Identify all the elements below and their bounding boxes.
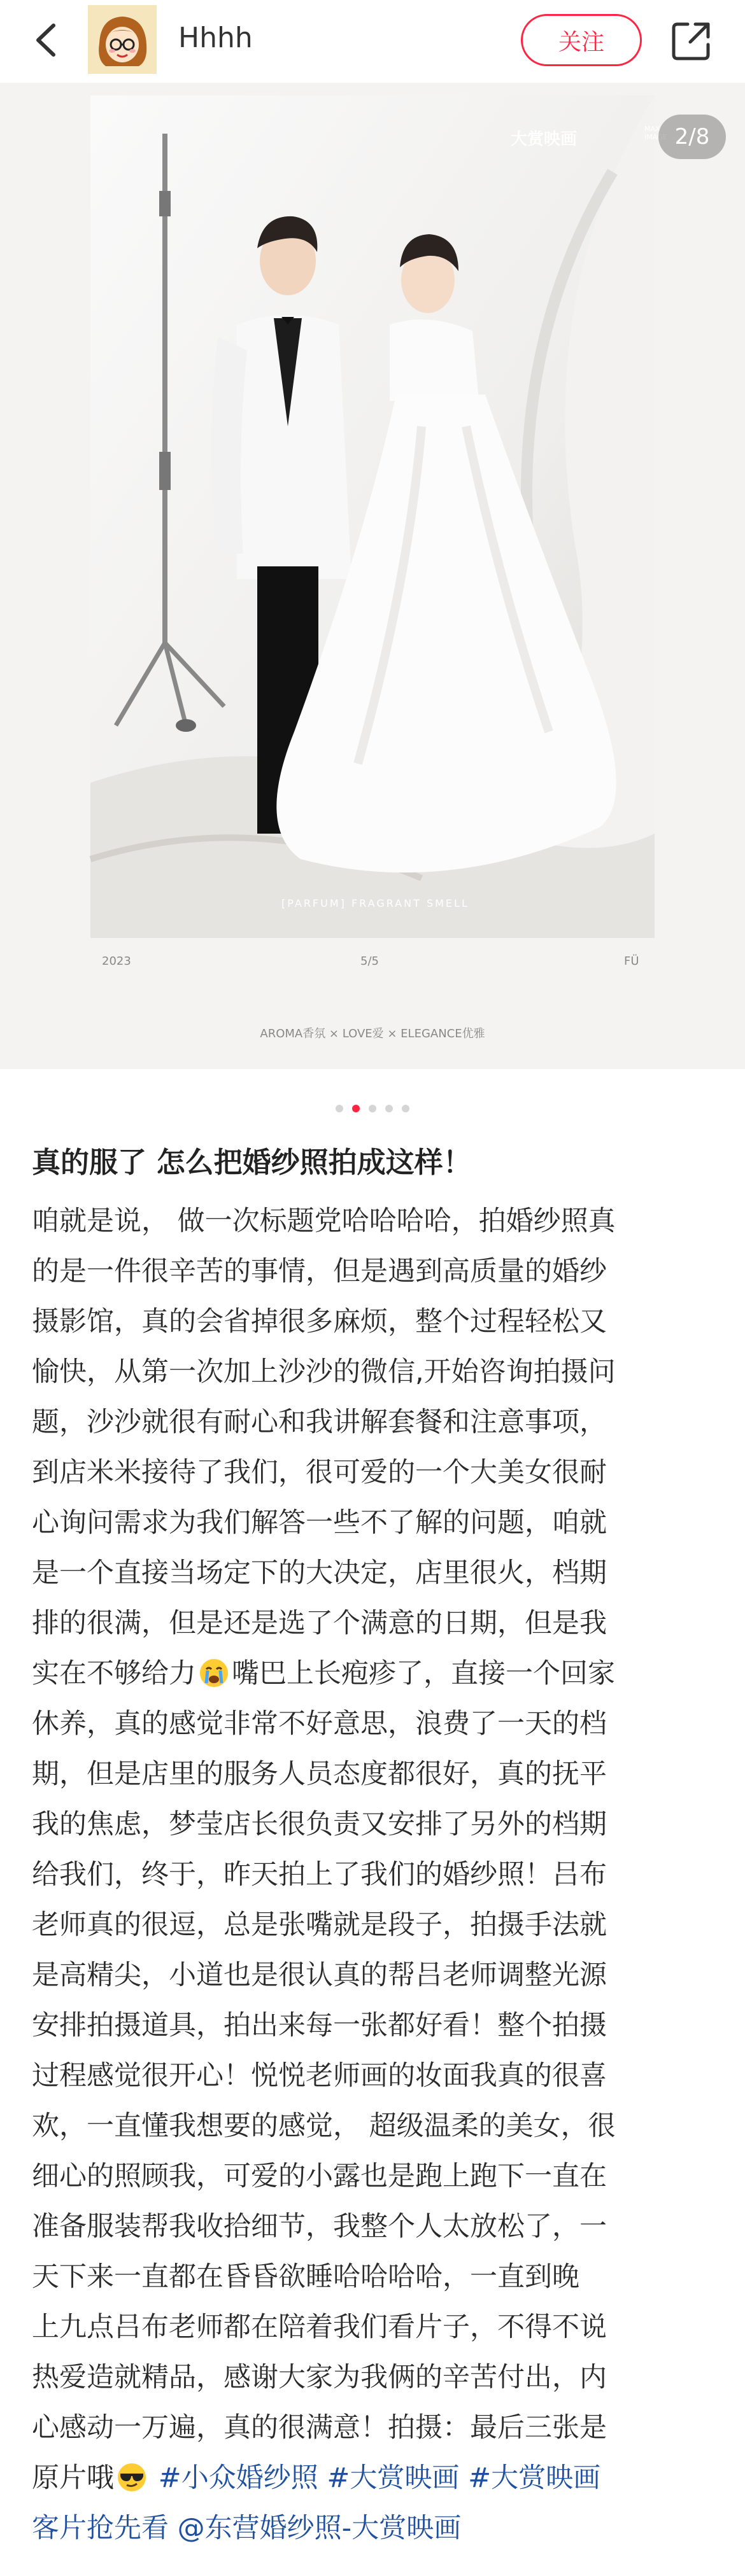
content-line (32, 1649, 713, 1699)
carousel-dot (402, 1105, 409, 1112)
content-line: 是高精尖，小道也是很认真的帮吕老师调整光源 (32, 1959, 607, 1991)
hashtag-continuation[interactable]: 客片抢先看 (32, 2512, 169, 2544)
content-line: 准备服装帮我收拾细节，我整个人太放松了，一 (32, 2211, 607, 2243)
content-line: 我的焦虑，梦莹店长很负责又安排了另外的档期 (32, 1809, 607, 1840)
content-line: 的是一件很辛苦的事情，但是遇到高质量的婚纱 (32, 1256, 607, 1287)
content-line: 给我们，终于，昨天拍上了我们的婚纱照！吕布 (32, 1859, 607, 1891)
carousel-dot (369, 1105, 376, 1112)
content-line: 期，但是店里的服务人员态度都很好，真的抚平 (32, 1758, 607, 1790)
watermark-small: MAX IMAGE (644, 125, 667, 141)
post-content (32, 1196, 713, 2554)
avatar[interactable] (88, 5, 157, 74)
content-line (32, 2503, 713, 2554)
caption-right: FÜ (624, 955, 639, 968)
post-header (0, 0, 745, 83)
photo-caption: [PARFUM] FRAGRANT SMELL (281, 897, 469, 909)
hashtag[interactable]: #小众婚纱照 (158, 2462, 318, 2494)
content-line: 热爱造就精品，感谢大家为我俩的辛苦付出，内 (32, 2362, 607, 2393)
content-line: 老师真的很逗，总是张嘴就是段子，拍摄手法就 (32, 1909, 607, 1941)
image-carousel[interactable] (0, 83, 745, 1069)
caption-page: 5/5 (360, 955, 379, 968)
watermark: 大赏映画 (511, 130, 578, 149)
carousel-dot-active (352, 1105, 360, 1112)
crying-face-icon (199, 1655, 229, 1685)
caption-year: 2023 (102, 955, 131, 968)
post-title: 真的服了 怎么把婚纱照拍成这样！ (32, 1145, 472, 1179)
content-line: 排的很满，但是还是选了个满意的日期，但是我 (32, 1607, 607, 1639)
content-line: 到店米米接待了我们，很可爱的一个大美女很耐 (32, 1457, 607, 1488)
wedding-photo[interactable] (90, 95, 667, 938)
content-line: 休养，真的感觉非常不好意思，浪费了一天的档 (32, 1708, 607, 1740)
image-counter: 2/8 (658, 115, 726, 159)
content-line: 咱就是说， 做一次标题党哈哈哈哈，拍婚纱照真 (32, 1205, 616, 1237)
content-line: 摄影馆，真的会省掉很多麻烦，整个过程轻松又 (32, 1306, 607, 1338)
content-line: 过程感觉很开心！悦悦老师画的妆面我真的很喜 (32, 2060, 607, 2092)
wedding-photo-illustration (90, 95, 655, 938)
follow-button[interactable]: 关注 (521, 14, 642, 66)
hashtag[interactable]: #大赏映画 (468, 2462, 601, 2494)
username[interactable]: Hhhh (178, 22, 253, 54)
carousel-indicator (0, 1105, 745, 1120)
content-line: 安排拍摄道具，拍出来每一张都好看！整个拍摄 (32, 2010, 607, 2041)
caption-subtitle: AROMA香氛 × LOVE爱 × ELEGANCE优雅 (260, 1027, 485, 1040)
carousel-dot (385, 1105, 393, 1112)
content-line: 心感动一万遍，真的很满意！拍摄：最后三张是 (32, 2412, 607, 2444)
content-line (32, 2453, 713, 2503)
share-icon[interactable] (669, 18, 714, 64)
content-line: 天下来一直都在昏昏欲睡哈哈哈哈，一直到晚 (32, 2261, 579, 2293)
chevron-left-icon[interactable] (25, 18, 70, 62)
content-line: 细心的照顾我，可爱的小露也是跑上跑下一直在 (32, 2160, 607, 2192)
content-text: 嘴巴上长疱疹了，直接一个回家 (232, 1658, 615, 1690)
content-text: 实在不够给力 (32, 1658, 196, 1690)
content-line: 心询问需求为我们解答一些不了解的问题，咱就 (32, 1507, 607, 1539)
content-line: 是一个直接当场定下的大决定，店里很火，档期 (32, 1557, 607, 1589)
content-text: 原片哦 (32, 2462, 114, 2494)
hashtag[interactable]: #大赏映画 (327, 2462, 460, 2494)
mention-link[interactable]: @东营婚纱照-大赏映画 (177, 2512, 462, 2544)
carousel-dot (336, 1105, 343, 1112)
sunglasses-face-icon (117, 2459, 147, 2489)
content-line: 上九点吕布老师都在陪着我们看片子，不得不说 (32, 2311, 607, 2343)
content-line: 愉快，从第一次加上沙沙的微信,开始咨询拍摄问 (32, 1356, 616, 1388)
content-line: 欢，一直懂我想要的感觉， 超级温柔的美女，很 (32, 2110, 616, 2142)
content-line: 题，沙沙就很有耐心和我讲解套餐和注意事项， (32, 1406, 607, 1438)
